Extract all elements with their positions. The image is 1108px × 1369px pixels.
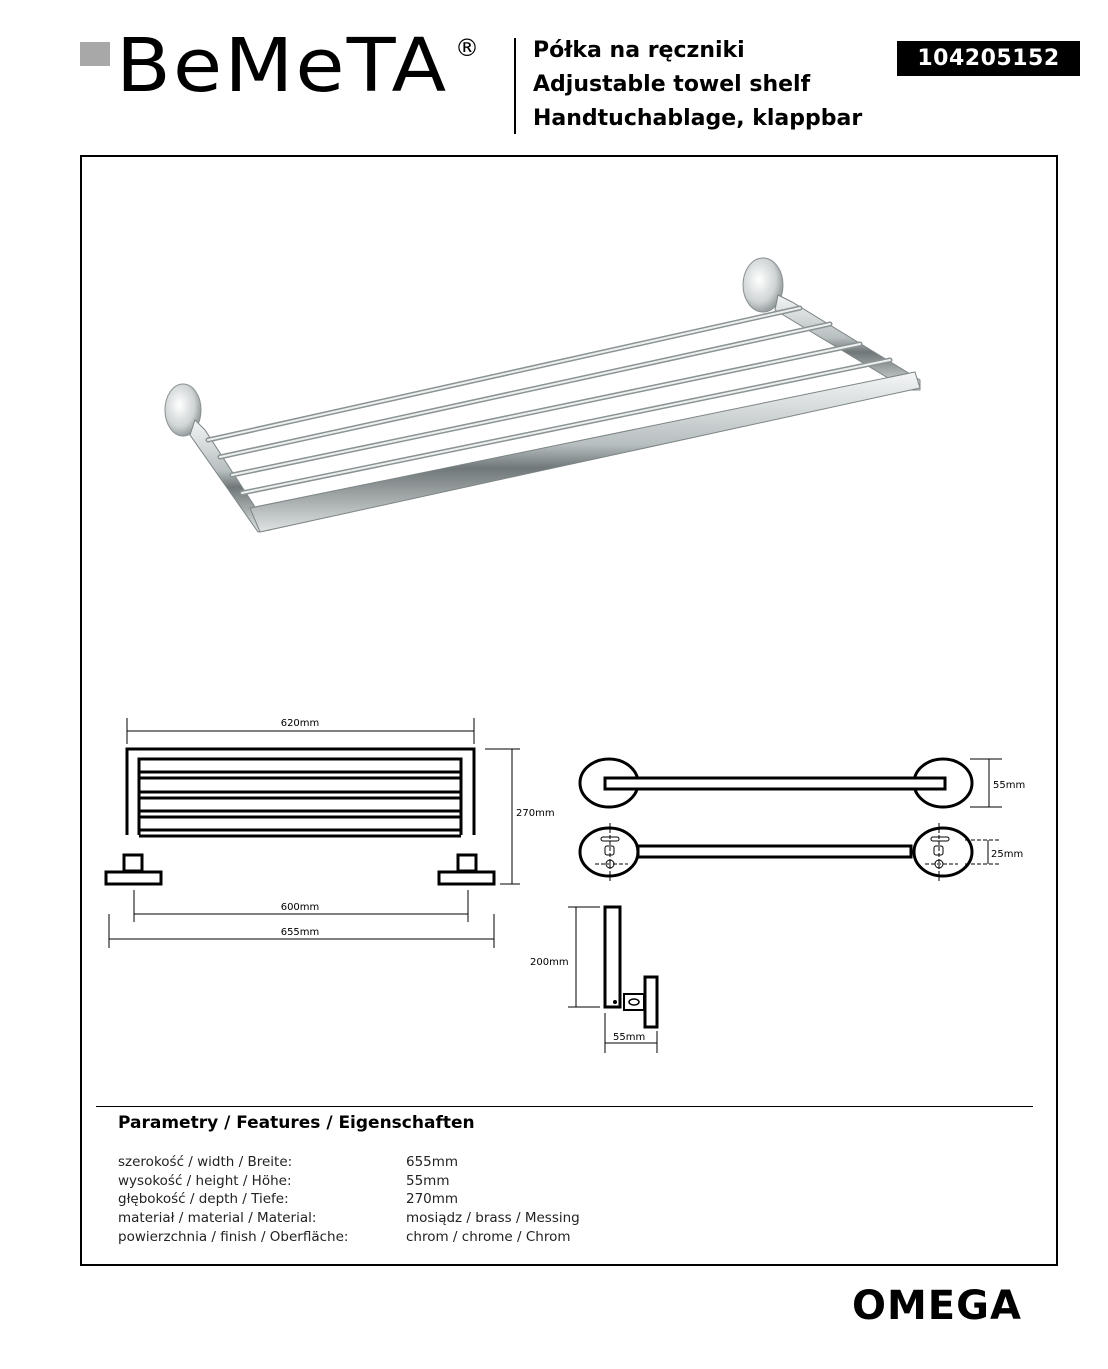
spec-value-depth: 270mm bbox=[406, 1191, 459, 1207]
spec-heading: Parametry / Features / Eigenschaften bbox=[118, 1113, 475, 1133]
spec-value-material: mosiądz / brass / Messing bbox=[406, 1210, 580, 1226]
spec-value-height: 55mm bbox=[406, 1173, 450, 1189]
title-english: Adjustable towel shelf bbox=[533, 72, 811, 97]
side-arm bbox=[605, 907, 620, 1007]
spec-label-material: materiał / material / Material: bbox=[118, 1210, 317, 1226]
series-name: OMEGA bbox=[852, 1283, 1022, 1329]
left-mount-base bbox=[106, 872, 161, 884]
side-wall-plate bbox=[645, 977, 657, 1027]
brand-logo: BeMeTA bbox=[116, 23, 449, 109]
logo-square-mark bbox=[80, 42, 110, 66]
dim-label-25: 25mm bbox=[991, 849, 1024, 860]
dim-label-200: 200mm bbox=[530, 957, 569, 968]
spec-label-finish: powierzchnia / finish / Oberfläche: bbox=[118, 1229, 349, 1245]
spec-label-height: wysokość / height / Höhe: bbox=[118, 1173, 292, 1189]
left-disc-holes bbox=[580, 828, 638, 876]
dim-label-655: 655mm bbox=[280, 927, 320, 938]
left-mount-block bbox=[124, 855, 142, 871]
upper-bar bbox=[605, 778, 945, 789]
product-photo bbox=[150, 240, 930, 540]
spec-label-width: szerokość / width / Breite: bbox=[118, 1154, 293, 1170]
dim-label-620: 620mm bbox=[280, 718, 320, 729]
registered-mark: ® bbox=[455, 34, 479, 62]
dim-label-600: 600mm bbox=[280, 902, 320, 913]
front-view-drawing bbox=[100, 710, 555, 960]
top-view-drawings bbox=[570, 740, 1040, 890]
title-german: Handtuchablage, klappbar bbox=[533, 106, 863, 131]
spec-label-depth: głębokość / depth / Tiefe: bbox=[118, 1191, 289, 1207]
spec-value-finish: chrom / chrome / Chrom bbox=[406, 1229, 571, 1245]
header-divider bbox=[514, 38, 516, 134]
spec-divider bbox=[96, 1106, 1033, 1107]
title-polish: Półka na ręczniki bbox=[533, 38, 745, 63]
dim-label-55: 55mm bbox=[993, 780, 1026, 791]
side-view-drawing bbox=[520, 895, 680, 1060]
spec-value-width: 655mm bbox=[406, 1154, 459, 1170]
right-mount-base bbox=[439, 872, 494, 884]
product-code: 104205152 bbox=[897, 41, 1080, 76]
dim-label-270: 270mm bbox=[516, 808, 555, 819]
right-mount-block bbox=[458, 855, 476, 871]
lower-bar bbox=[638, 846, 911, 857]
dim-label-side-55: 55mm bbox=[613, 1032, 646, 1043]
